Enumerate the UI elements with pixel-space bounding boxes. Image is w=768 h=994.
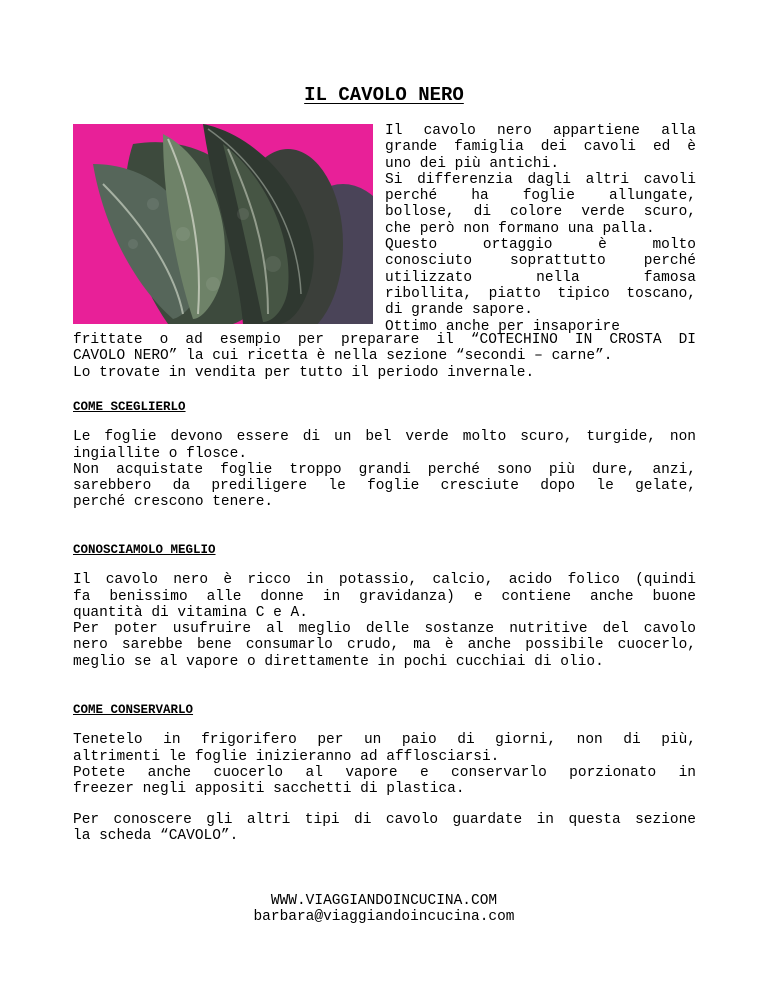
footer-website: WWW.VIAGGIANDOINCUCINA.COM xyxy=(270,893,498,909)
paragraph-line: Per conoscere gli altri tipi di cavolo guardate in questa sezione xyxy=(73,812,696,828)
intro-line: Ottimo anche per insaporire xyxy=(385,318,620,335)
paragraph-line: Potete anche cuocerlo al vapore e conservarlo porzionato in xyxy=(73,764,696,781)
page-footer xyxy=(0,893,768,926)
intro-line: utilizzato nella famosa xyxy=(385,269,696,286)
paragraph-line: Non acquistate foglie troppo grandi perché sono più dure, anzi, xyxy=(73,461,696,478)
cavolo-nero-photo-illustration xyxy=(73,124,373,324)
paragraph-line: quantità di vitamina C e A. xyxy=(73,604,308,621)
intro-line: bollose, di colore verde scuro, xyxy=(385,204,696,221)
intro-line: Il cavolo nero appartiene alla xyxy=(385,123,696,139)
paragraph-line: perché crescono tenere. xyxy=(73,494,274,511)
intro-line: Si differenzia dagli altri cavoli xyxy=(385,171,696,188)
section-paragraph xyxy=(73,572,696,670)
intro-line: grande famiglia dei cavoli ed è xyxy=(385,139,696,156)
intro-line: Questo ortaggio è molto xyxy=(385,237,696,254)
section-paragraph xyxy=(73,429,696,510)
intro-line: di grande sapore. xyxy=(385,302,533,319)
intro-line: frittate o ad esempio per preparare il “COTECHINO IN CROSTA DI xyxy=(73,332,696,348)
paragraph-line: ingiallite o flosce. xyxy=(73,445,248,462)
page-title: IL CAVOLO NERO xyxy=(304,84,464,106)
cavolo-nero-photo xyxy=(73,124,373,324)
paragraph-line: fa benissimo alle donne in gravidanza) e contiene anche buone xyxy=(73,588,696,605)
section-scegliere xyxy=(73,399,696,511)
section-heading: COME SCEGLIERLO xyxy=(73,400,186,414)
section-heading: COME CONSERVARLO xyxy=(73,703,194,717)
intro-line: CAVOLO NERO” la cui ricetta è nella sezione “secondi – carne”. xyxy=(73,348,613,365)
section-paragraph xyxy=(73,732,696,797)
paragraph-line: freezer negli appositi sacchetti di plastica. xyxy=(73,781,465,798)
intro-line: conosciuto soprattutto perché xyxy=(385,253,696,270)
section-conservare xyxy=(73,702,696,797)
paragraph-line: Per poter usufruire al meglio delle sostanze nutritive del cavolo xyxy=(73,621,696,638)
paragraph-line: Le foglie devono essere di un bel verde molto scuro, turgide, non xyxy=(73,429,696,446)
section-conosciamolo xyxy=(73,542,696,670)
footer-email: barbara@viaggiandoincucina.com xyxy=(253,909,515,926)
intro-line: perché ha foglie allungate, xyxy=(385,188,696,205)
intro-line: Lo trovate in vendita per tutto il periodo invernale. xyxy=(73,364,535,381)
intro-text-bottom xyxy=(73,332,696,381)
paragraph-line: Tenetelo in frigorifero per un paio di giorni, non di più, xyxy=(73,732,696,749)
paragraph-line: sarebbero da prediligere le foglie cresciute dopo le gelate, xyxy=(73,478,696,495)
intro-text-right xyxy=(385,123,696,335)
closing-paragraph xyxy=(73,812,696,845)
paragraph-line: la scheda “CAVOLO”. xyxy=(73,828,239,845)
paragraph-line: altrimenti le foglie inizieranno ad afflosciarsi. xyxy=(73,748,500,765)
intro-line: ribollita, piatto tipico toscano, xyxy=(385,285,696,302)
paragraph-line: Il cavolo nero è ricco in potassio, calcio, acido folico (quindi xyxy=(73,572,696,589)
intro-line: che però non formano una palla. xyxy=(385,220,655,237)
paragraph-line: nero sarebbe bene consumarlo crudo, ma è anche possibile cuocerlo, xyxy=(73,637,696,654)
paragraph-line: meglio se al vapore o direttamente in pochi cucchiai di olio. xyxy=(73,653,604,670)
section-heading: CONOSCIAMOLO MEGLIO xyxy=(73,543,216,557)
intro-line: uno dei più antichi. xyxy=(385,155,560,172)
